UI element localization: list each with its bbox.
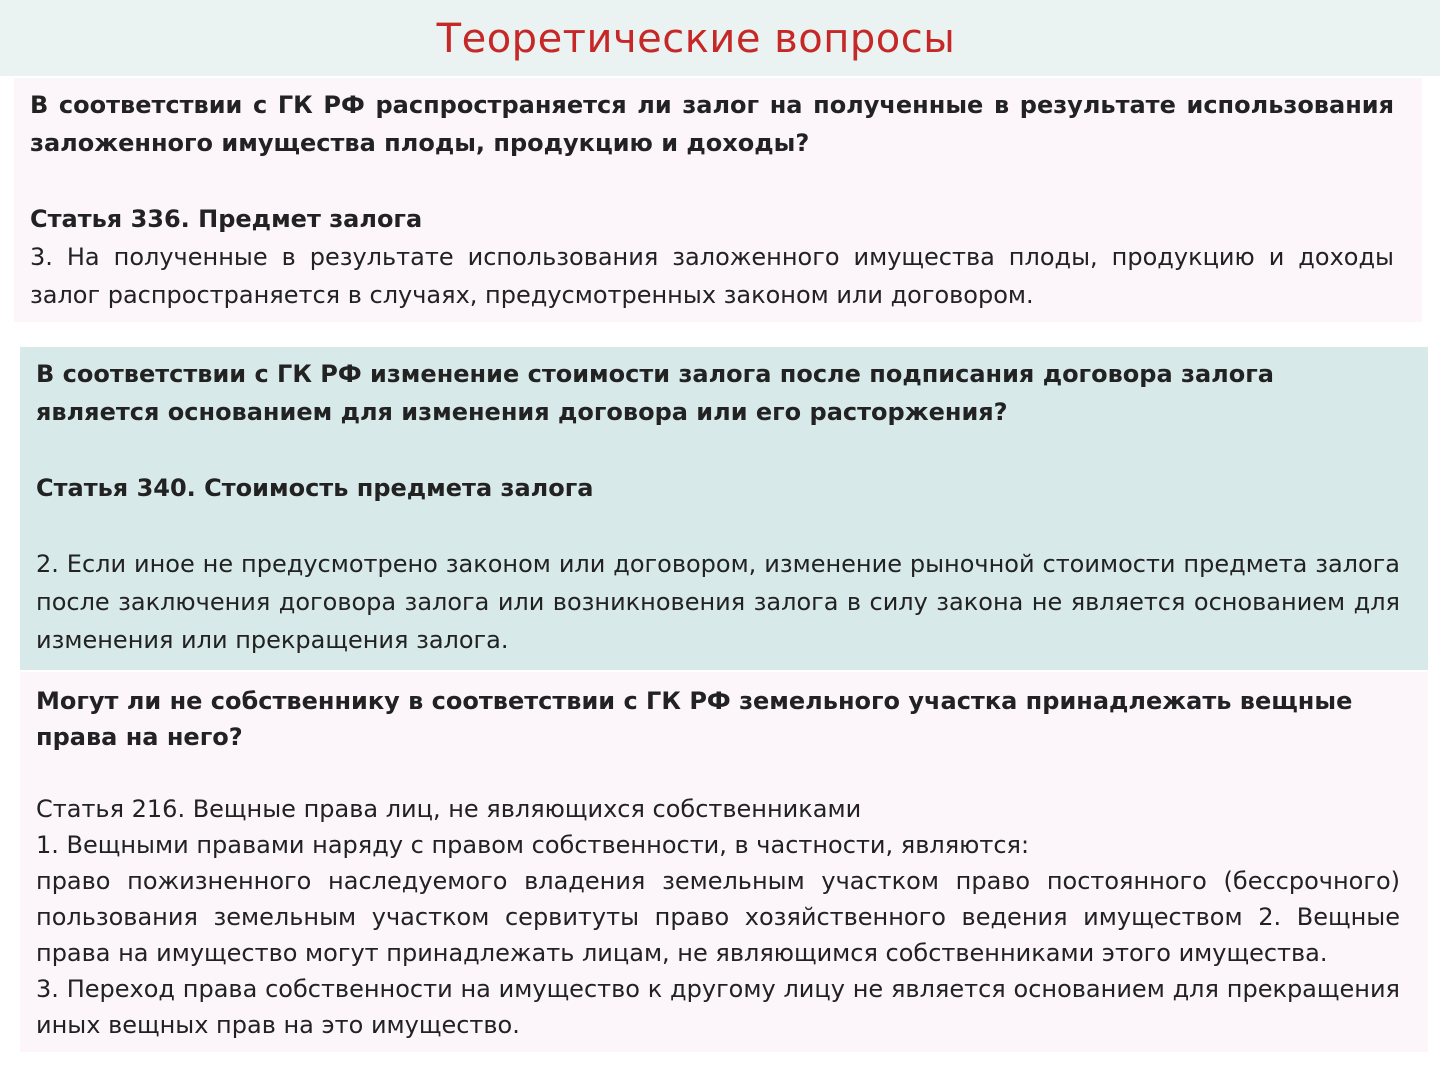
question-text: В соответствии с ГК РФ изменение стоимости залога после подписания договора залога является основанием для изменения договора или его расторжения? [36, 360, 1274, 426]
article-heading: Статья 216. Вещные права лиц, не являющихся собственниками [36, 795, 862, 823]
question-block-3 [20, 672, 1428, 1052]
article-paragraph: право пожизненного наследуемого владения земельным участком право постоянного (бессрочного) пользования земельным участком сервитуты право хозяйственного ведения имуществом 2. Вещные права на имущество могут принадлежать лицам, не являющимся собственниками этого имущества. [36, 867, 1400, 967]
article-paragraph: 3. Переход права собственности на имущество к другому лицу не является основанием для прекращения иных вещных прав на это имущество. [36, 975, 1400, 1039]
article-paragraph: 3. На полученные в результате использования заложенного имущества плоды, продукцию и доходы залог распространяется в случаях, предусмотренных законом или договором. [30, 243, 1394, 309]
question-text: Могут ли не собственнику в соответствии с ГК РФ земельного участка принадлежать вещные права на него? [36, 687, 1353, 751]
question-block-2 [20, 347, 1428, 670]
article-paragraph: 1. Вещными правами наряду с правом собственности, в частности, являются: [36, 831, 1030, 859]
slide-title: Теоретические вопросы [436, 16, 956, 62]
spacer [36, 431, 1400, 469]
article-paragraph: 2. Если иное не предусмотрено законом или договором, изменение рыночной стоимости предмета залога после заключения договора залога или возникновения залога в силу закона не является основанием для изменения или прекращения залога. [36, 550, 1400, 654]
spacer [36, 507, 1400, 545]
article-heading: Статья 340. Стоимость предмета залога [36, 474, 594, 502]
spacer [36, 755, 1400, 791]
question-block-1 [14, 78, 1422, 322]
spacer [30, 162, 1394, 200]
question-text: В соответствии с ГК РФ распространяется ли залог на полученные в результате использования заложенного имущества плоды, продукцию и доходы? [30, 91, 1394, 157]
article-heading: Статья 336. Предмет залога [30, 205, 423, 233]
